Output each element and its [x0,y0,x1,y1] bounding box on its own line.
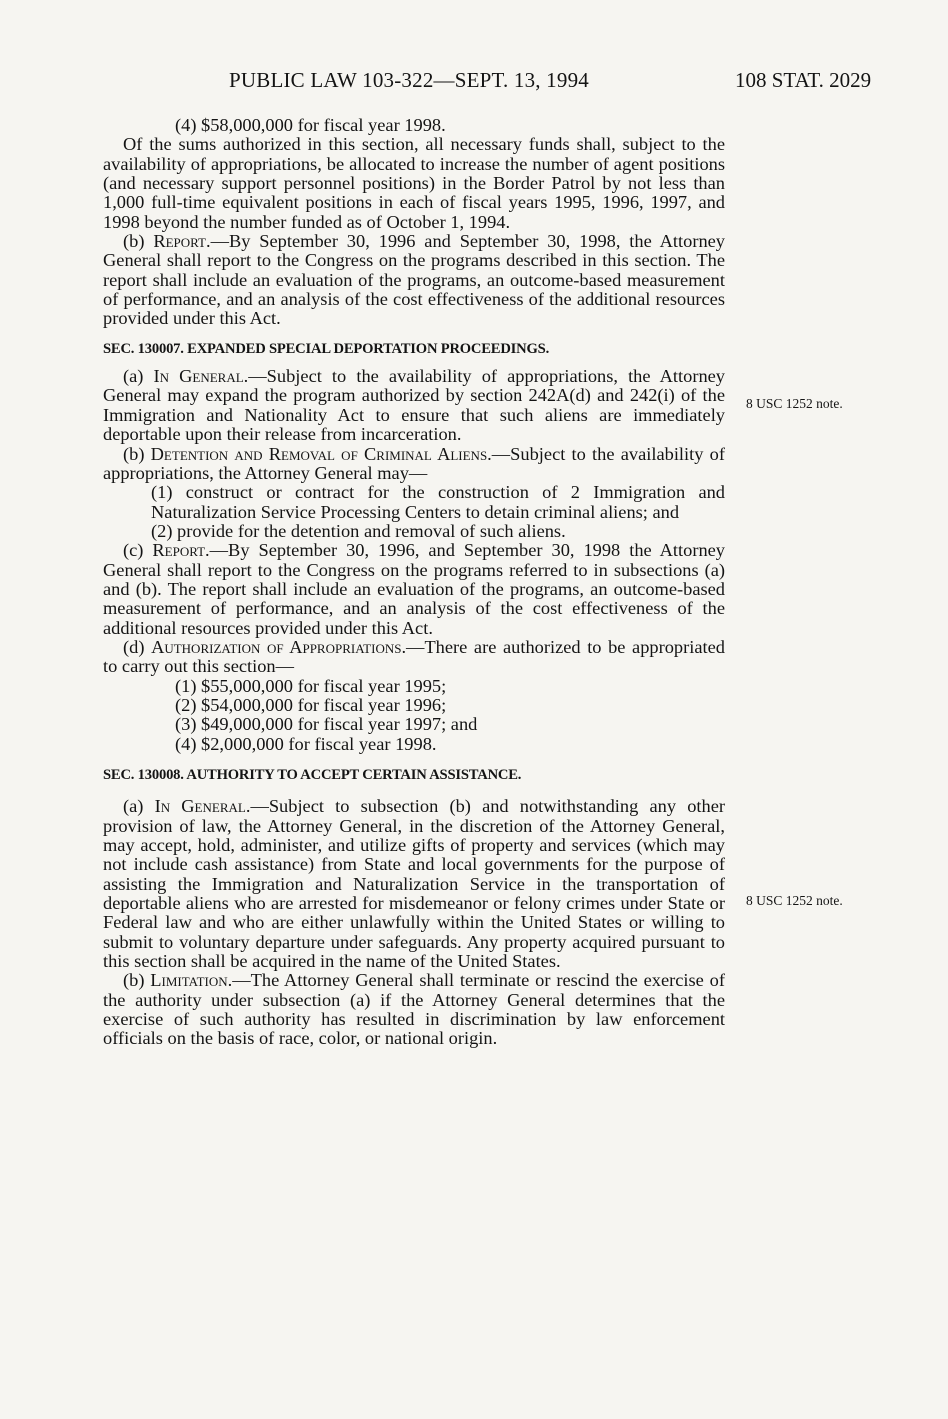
appropriation-item: (3) $49,000,000 for fiscal year 1997; and [175,714,478,735]
subsection-heading: Report. [153,231,211,252]
subsection-heading: In General. [153,366,249,387]
subsection-heading: Detention and Removal of Criminal Aliens. [150,443,492,464]
appropriation-item: (1) $55,000,000 for fiscal year 1995; [175,675,447,696]
margin-note-sec-130007: 8 USC 1252 note. [746,396,843,411]
subsection-heading: Authorization of Appropriations. [151,636,407,657]
border-patrol-allocation-paragraph: Of the sums authorized in this section, all necessary funds shall, subject to the availability of appropriations, be allocated to increase the number of agent positions (and necessary support personnel positions) in the Border Patrol by not less than 1,000 full-time equivalent positions in each of fiscal years 1995, 1996, 1997, and 1998 beyond the number funded as of October 1, 1994. [103,134,725,232]
appropriation-item: (4) $2,000,000 for fiscal year 1998. [175,733,437,754]
header-stat-citation: 108 STAT. 2029 [735,68,872,92]
page-header [0,68,948,98]
sec-130007-subsection-b: (b) Detention and Removal of Criminal Aliens.—Subject to the availability of appropriations, the Attorney General may— [103,443,725,483]
report-paragraph: (b) Report.—By September 30, 1996 and September 30, 1998, the Attorney General shall report to the Congress on the programs described in this section. The report shall include an evaluation of the programs, an outcome-based measurement of performance, and an analysis of the cost effectiveness of the additional resources provided under this Act. [103,231,725,329]
sec-130008-subsection-a: (a) In General.—Subject to subsection (b) and notwithstanding any other provision of law, the Attorney General, in the discretion of the Attorney General, may accept, hold, administer, and utilize gifts of property and services (which may not include cash assistance) from State and local governments for the purpose of assisting the Immigration and Naturalization Service in the transportation of deportable aliens who are arrested for misdemeanor or felony crimes under State or Federal law and who are either unlawfully within the United States or willing to submit to voluntary departure under safeguards. Any property acquired pursuant to this section shall be acquired in the name of the United States. [103,796,725,972]
margin-note-sec-130008: 8 USC 1252 note. [746,893,843,908]
subsection-heading: Limitation. [150,970,233,991]
sec-130007-subsection-d: (d) Authorization of Appropriations.—There are authorized to be appropriated to carry out this section— [103,636,725,677]
sec-130007-subsection-c: (c) Report.—By September 30, 1996, and September 30, 1998 the Attorney General shall report to the Congress on the programs referred to in subsections (a) and (b). The report shall include an evaluation of the programs, an outcome-based measurement of performance, and an analysis of the cost effectiveness of the additional resources provided under this Act. [103,540,725,638]
sec-130007-b-paragraph-1: (1) construct or contract for the construction of 2 Immigration and Naturalization Service Processing Centers to detain criminal aliens; and [151,482,725,522]
subsection-heading: In General. [154,796,251,817]
document-body [103,116,725,1049]
header-title: PUBLIC LAW 103-322—SEPT. 13, 1994 [229,68,589,92]
appropriation-item: (2) $54,000,000 for fiscal year 1996; [175,694,447,715]
sec-130007-subsection-a: (a) In General.—Subject to the availability of appropriations, the Attorney General may expand the program authorized by section 242A(d) and 242(i) of the Immigration and Nationality Act to ensure that such aliens are immediately deportable upon their release from incarceration. [103,366,725,445]
subsection-heading: Report. [152,540,210,561]
section-heading-130007: SEC. 130007. EXPANDED SPECIAL DEPORTATION PROCEEDINGS. [103,340,550,357]
sec-130007-b-paragraph-2: (2) provide for the detention and removal of such aliens. [151,520,566,541]
section-heading-130008: SEC. 130008. AUTHORITY TO ACCEPT CERTAIN ASSISTANCE. [103,767,522,783]
sec-130008-subsection-b: (b) Limitation.—The Attorney General shall terminate or rescind the exercise of the authority under subsection (a) if the Attorney General determines that the exercise of such authority has resulted in discrimination by law enforcement officials on the basis of race, color, or national origin. [103,970,725,1049]
appropriation-item-4: (4) $58,000,000 for fiscal year 1998. [175,115,446,135]
